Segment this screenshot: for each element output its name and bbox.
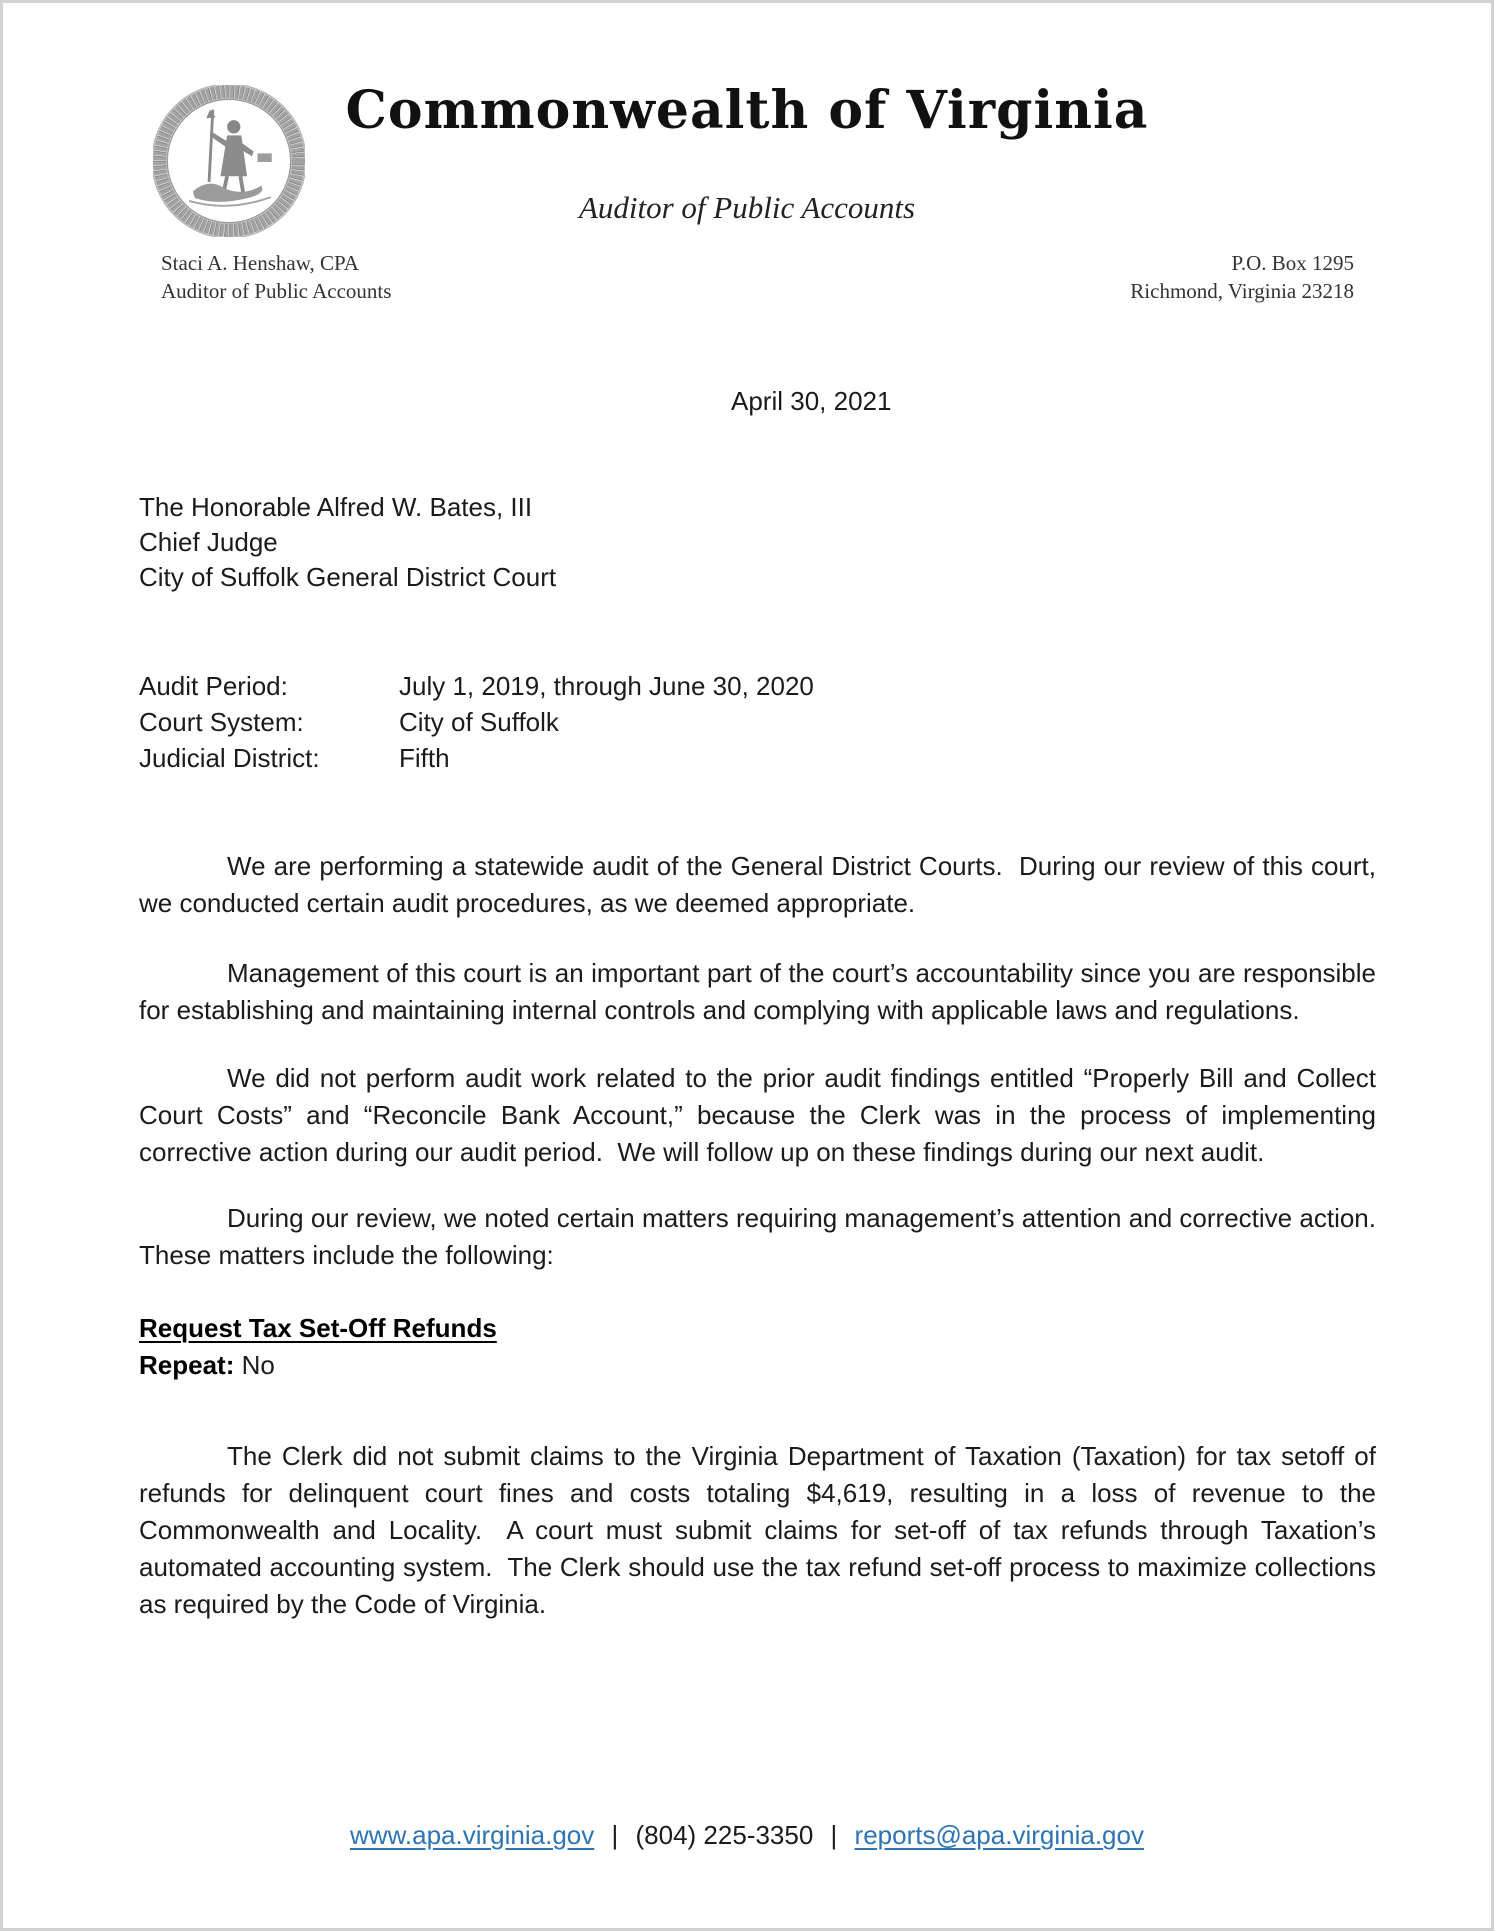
address-city-state: Richmond, Virginia 23218: [1130, 279, 1354, 303]
recipient-block: [3, 490, 1491, 595]
court-system-label: Court System:: [139, 707, 304, 737]
court-system-row: [139, 704, 1376, 740]
auditor-name: Staci A. Henshaw, CPA: [161, 251, 359, 275]
recipient-name: The Honorable Alfred W. Bates, III: [139, 492, 533, 522]
audit-period-value: July 1, 2019, through June 30, 2020: [399, 671, 814, 701]
paragraph-prior-findings: We did not perform audit work related to the prior audit findings entitled “Properly Bill and Collect Court Costs” and “Reconcile Bank Account,” because the Clerk was in the process of implementing corrective action during our audit period. We will follow up on these findings during our next audit.: [139, 1063, 1384, 1167]
finding-body-paragraph: The Clerk did not submit claims to the Virginia Department of Taxation (Taxation) for tax setoff of refunds for delinquent court fines and costs totaling $4,619, resulting in a loss of revenue to the Commonwealth and Locality. A court must submit claims for set-off of tax refunds through Taxation’s automated accounting system. The Clerk should use the tax refund set-off process to maximize collections as required by the Code of Virginia.: [139, 1441, 1384, 1619]
judicial-district-value: Fifth: [399, 743, 450, 773]
paragraph-matters-noted: During our review, we noted certain matters requiring management’s attention and corrective action. These matters include the following:: [139, 1203, 1391, 1270]
audit-period-row: [139, 668, 1376, 704]
letterhead: [3, 3, 1491, 305]
recipient-title: Chief Judge: [139, 527, 278, 557]
finding-repeat-line: [3, 1347, 1491, 1384]
footer-separator: |: [611, 1820, 619, 1850]
office-address: [1130, 249, 1354, 305]
repeat-value: No: [241, 1350, 275, 1380]
finding-heading-text: Request Tax Set-Off Refunds: [139, 1313, 497, 1343]
recipient-court: City of Suffolk General District Court: [139, 562, 557, 592]
audit-details: [3, 668, 1491, 776]
paragraph-management-accountability: Management of this court is an important part of the court’s accountability since you are responsible for establishing and maintaining internal controls and complying with applicable laws and regulations.: [139, 958, 1384, 1025]
email-link[interactable]: reports@apa.virginia.gov: [854, 1820, 1144, 1850]
phone-number: (804) 225-3350: [635, 1820, 814, 1850]
court-system-value: City of Suffolk: [399, 707, 559, 737]
finding-heading: [3, 1310, 1491, 1347]
letterhead-contact-row: [3, 249, 1491, 305]
audit-period-label: Audit Period:: [139, 671, 288, 701]
repeat-label: Repeat:: [139, 1350, 235, 1380]
virginia-seal-icon: [153, 85, 305, 237]
paragraph-statewide-audit: We are performing a statewide audit of the General District Courts. During our review of this court, we conducted certain audit procedures, as we deemed appropriate.: [139, 851, 1384, 918]
address-po-box: P.O. Box 1295: [1231, 251, 1354, 275]
judicial-district-row: [139, 740, 1376, 776]
auditor-title: Auditor of Public Accounts: [161, 279, 392, 303]
letterhead-subtitle: Auditor of Public Accounts: [578, 190, 916, 225]
letterhead-title: Commonwealth of Virginia: [345, 80, 1149, 141]
letter-date: April 30, 2021: [731, 386, 892, 416]
footer-separator: |: [830, 1820, 838, 1850]
website-link[interactable]: www.apa.virginia.gov: [350, 1820, 595, 1850]
judicial-district-label: Judicial District:: [139, 743, 320, 773]
auditor-identity: [161, 249, 391, 305]
letter-footer: [3, 1817, 1491, 1853]
